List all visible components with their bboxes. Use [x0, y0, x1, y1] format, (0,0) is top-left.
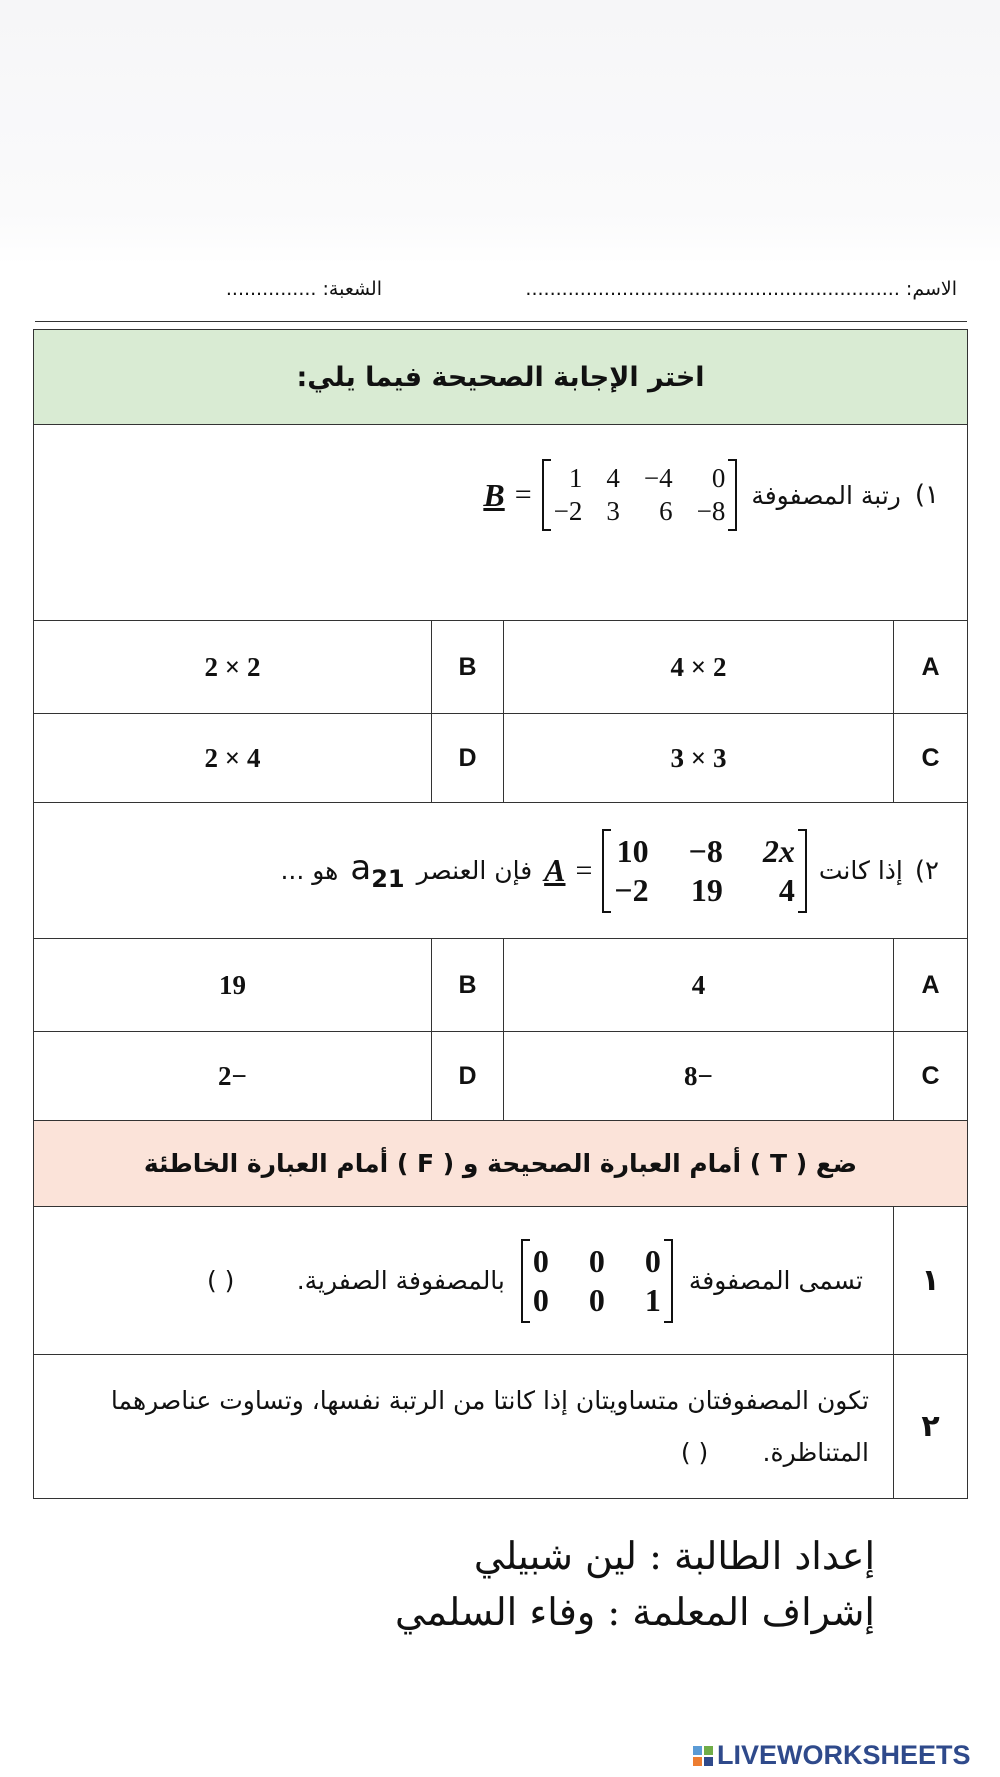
question-1-number: ١): [914, 480, 939, 510]
supervised-by: إشراف المعلمة : وفاء السلمي: [394, 1590, 875, 1634]
option-a-letter: A: [894, 939, 968, 1032]
statement-1: [34, 1239, 893, 1323]
option-b-letter: B: [432, 621, 504, 714]
matrix-cell: 6: [659, 496, 673, 526]
question-2-text-then: فإن العنصر: [416, 856, 533, 885]
matrix-cell: −4: [643, 463, 673, 493]
name-field-label[interactable]: الاسم: ..............................................................: [525, 278, 957, 300]
option-c-answer[interactable]: 3 × 3: [504, 714, 894, 803]
question-1-options-row-2: [34, 714, 968, 803]
section-field-label[interactable]: الشعبة: ...............: [225, 278, 382, 300]
question-1: [34, 459, 967, 531]
element-subscript: 21: [371, 864, 405, 893]
question-2-row: [34, 803, 968, 939]
section1-title: اختر الإجابة الصحيحة فيما يلي:: [34, 330, 968, 425]
element-letter: a: [350, 848, 372, 889]
matrix-cell: 19: [690, 871, 723, 908]
section2-title: ضع ( T ) أمام العبارة الصحيحة و ( F ) أمام العبارة الخاطئة: [34, 1121, 968, 1207]
question-1-options-row-1: [34, 621, 968, 714]
zero-matrix-expression: [521, 1239, 673, 1323]
matrix-a: [602, 829, 806, 913]
liveworksheets-logo: [693, 1740, 971, 1771]
equals-sign: =: [514, 478, 532, 511]
matrix-cell: 0: [532, 1242, 549, 1279]
liveworksheets-logo-text: LIVEWORKSHEETS: [717, 1740, 971, 1770]
option-b-answer[interactable]: 2 × 2: [34, 621, 432, 714]
header-divider: [35, 321, 967, 322]
element-a21: [350, 848, 404, 893]
option-c-answer[interactable]: −8: [504, 1032, 894, 1121]
student-info-header: [35, 278, 967, 322]
question-2-options-row-1: [34, 939, 968, 1032]
question-1-row: [34, 425, 968, 621]
option-d-answer[interactable]: −2: [34, 1032, 432, 1121]
question-2-text-if: إذا كانت: [818, 856, 903, 885]
matrix-a-expression: [544, 829, 807, 913]
matrix-cell: 2x: [762, 832, 795, 869]
question-1-text: رتبة المصفوفة: [751, 480, 901, 510]
matrix-cell: 3: [606, 496, 620, 526]
option-d-letter: D: [432, 714, 504, 803]
matrix-cell: −2: [614, 871, 649, 908]
matrix-b-expression: [483, 459, 737, 531]
true-false-row-2: [34, 1355, 968, 1499]
statement-2: [34, 1375, 893, 1479]
matrix-cell: 0: [711, 463, 726, 493]
statement-2-number: ٢: [894, 1355, 968, 1499]
top-blank-area: [0, 0, 1000, 265]
option-c-letter: C: [894, 714, 968, 803]
equals-sign: =: [575, 853, 593, 887]
true-false-row-1: [34, 1207, 968, 1355]
matrix-cell: 1: [568, 463, 583, 493]
statement-2-text: تكون المصفوفتان متساويتان إذا كانتا من الرتبة نفسها، وتساوت عناصرهما المتناظرة.: [110, 1385, 869, 1467]
statement-1-answer-blank[interactable]: ( ): [206, 1266, 235, 1295]
liveworksheets-logo-icon: [693, 1746, 713, 1766]
question-2-options-row-2: [34, 1032, 968, 1121]
matrix-a-name: A: [544, 852, 566, 888]
option-d-answer[interactable]: 4 × 2: [34, 714, 432, 803]
statement-1-number: ١: [894, 1207, 968, 1355]
option-a-answer[interactable]: 4: [504, 939, 894, 1032]
option-b-letter: B: [432, 939, 504, 1032]
question-2-text-is: هو ...: [280, 856, 339, 885]
question-2: [34, 829, 967, 913]
matrix-cell: 0: [644, 1242, 661, 1279]
option-a-letter: A: [894, 621, 968, 714]
section2-header-row: [34, 1121, 968, 1207]
statement-2-answer-blank[interactable]: ( ): [680, 1437, 709, 1467]
statement-1-text-after: بالمصفوفة الصفرية.: [296, 1266, 505, 1295]
prepared-by: إعداد الطالبة : لين شبيلي: [473, 1534, 875, 1578]
matrix-cell: −8: [696, 496, 726, 526]
matrix-cell: 10: [616, 832, 649, 869]
matrix-cell: 1: [644, 1281, 661, 1318]
statement-1-matrix: [521, 1239, 673, 1323]
matrix-b: [542, 459, 738, 531]
matrix-cell: −2: [553, 496, 583, 526]
matrix-cell: 0: [532, 1281, 549, 1318]
matrix-cell: 4: [778, 871, 795, 908]
matrix-b-name: B: [483, 476, 505, 513]
section1-header-row: [34, 330, 968, 425]
worksheet-table: [33, 329, 968, 1499]
question-2-number: ٢): [914, 855, 939, 886]
matrix-cell: 0: [588, 1242, 605, 1279]
matrix-cell: 0: [588, 1281, 605, 1318]
statement-1-text-before: تسمى المصفوفة: [688, 1266, 863, 1295]
option-a-answer[interactable]: 2 × 4: [504, 621, 894, 714]
matrix-cell: −8: [688, 832, 723, 869]
option-b-answer[interactable]: 19: [34, 939, 432, 1032]
matrix-cell: 4: [606, 463, 620, 493]
option-c-letter: C: [894, 1032, 968, 1121]
option-d-letter: D: [432, 1032, 504, 1121]
credits: [395, 1528, 875, 1640]
